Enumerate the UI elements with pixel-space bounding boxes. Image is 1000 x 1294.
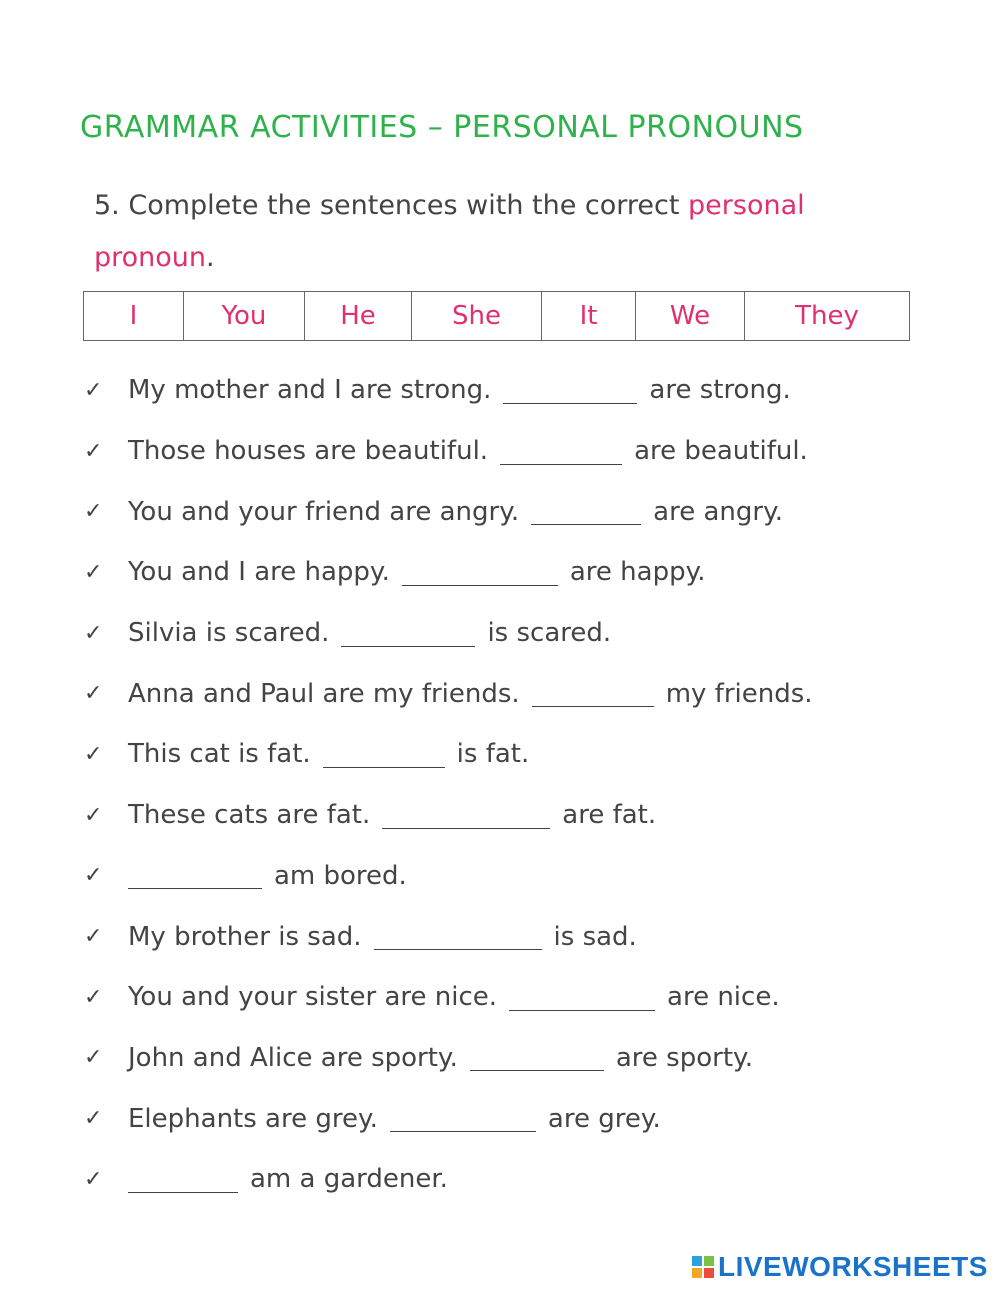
logo-square	[704, 1256, 714, 1266]
sentence-before: Those houses are beautiful.	[128, 436, 489, 467]
instruction-highlight-personal: personal	[688, 190, 805, 221]
check-icon: ✓	[84, 681, 103, 707]
liveworksheets-logo[interactable]	[692, 1252, 988, 1282]
sentence-before: You and I are happy.	[128, 557, 390, 588]
list-item	[84, 1088, 984, 1149]
list-item	[84, 846, 984, 907]
answer-blank[interactable]	[128, 862, 262, 889]
instruction-text	[94, 180, 894, 284]
sentence-after: are sporty.	[615, 1042, 753, 1073]
list-item	[84, 1149, 984, 1210]
check-icon: ✓	[84, 377, 103, 403]
answer-blank[interactable]	[503, 377, 637, 404]
list-item	[84, 906, 984, 967]
check-icon: ✓	[84, 1106, 103, 1132]
check-icon: ✓	[84, 1045, 103, 1071]
list-item	[84, 1028, 984, 1089]
list-item	[84, 481, 984, 542]
sentence-after: are happy.	[569, 557, 706, 588]
pronoun-table	[83, 291, 910, 341]
list-item	[84, 724, 984, 785]
check-icon: ✓	[84, 620, 103, 646]
sentence-before: This cat is fat.	[128, 739, 311, 770]
sentence-after: are angry.	[653, 496, 784, 527]
list-item	[84, 360, 984, 421]
logo-mark-icon	[692, 1256, 714, 1278]
logo-text: LIVEWORKSHEETS	[718, 1251, 988, 1282]
list-item	[84, 421, 984, 482]
check-icon: ✓	[84, 741, 103, 767]
sentence-before: You and your friend are angry.	[128, 496, 520, 527]
sentence-after: is fat.	[456, 739, 530, 770]
pronoun-cell: She	[412, 292, 542, 341]
sentence-after: are beautiful.	[634, 436, 808, 467]
sentence-before: You and your sister are nice.	[128, 982, 498, 1013]
check-icon: ✓	[84, 559, 103, 585]
check-icon: ✓	[84, 924, 103, 950]
answer-blank[interactable]	[323, 741, 445, 768]
worksheet-title: GRAMMAR ACTIVITIES – PERSONAL PRONOUNS	[80, 110, 804, 145]
sentence-after: are fat.	[562, 800, 657, 831]
pronoun-cell: You	[184, 292, 305, 341]
answer-blank[interactable]	[341, 620, 475, 647]
sentence-before: My mother and I are strong.	[128, 375, 492, 406]
answer-blank[interactable]	[390, 1105, 536, 1132]
answer-blank[interactable]	[374, 923, 542, 950]
sentence-after: are grey.	[547, 1103, 661, 1134]
sentence-after: are strong.	[649, 375, 791, 406]
sentence-after: is sad.	[553, 921, 637, 952]
sentence-before: Elephants are grey.	[128, 1103, 378, 1134]
answer-blank[interactable]	[531, 498, 641, 525]
sentence-before: Silvia is scared.	[128, 618, 330, 649]
check-icon: ✓	[84, 984, 103, 1010]
sentence-before: These cats are fat.	[128, 800, 371, 831]
answer-blank[interactable]	[382, 802, 550, 829]
instruction-prefix: 5. Complete the sentences with the correct	[94, 190, 689, 221]
check-icon: ✓	[84, 499, 103, 525]
sentence-list	[84, 360, 984, 1210]
answer-blank[interactable]	[532, 680, 654, 707]
sentence-before: My brother is sad.	[128, 921, 362, 952]
pronoun-cell: They	[745, 292, 910, 341]
instruction-highlight-pronoun: pronoun	[94, 242, 207, 273]
list-item	[84, 603, 984, 664]
logo-square	[704, 1268, 714, 1278]
answer-blank[interactable]	[470, 1044, 604, 1071]
check-icon: ✓	[84, 1166, 103, 1192]
answer-blank[interactable]	[402, 559, 558, 586]
sentence-before: John and Alice are sporty.	[128, 1042, 458, 1073]
answer-blank[interactable]	[500, 438, 622, 465]
sentence-after: am a gardener.	[250, 1164, 448, 1195]
answer-blank[interactable]	[128, 1166, 238, 1193]
list-item	[84, 967, 984, 1028]
logo-square	[692, 1256, 702, 1266]
sentence-after: my friends.	[665, 678, 813, 709]
logo-square	[692, 1268, 702, 1278]
instruction-suffix: .	[206, 242, 215, 273]
pronoun-row	[84, 292, 910, 341]
pronoun-cell: He	[305, 292, 412, 341]
pronoun-cell: I	[84, 292, 184, 341]
check-icon: ✓	[84, 438, 103, 464]
check-icon: ✓	[84, 863, 103, 889]
pronoun-cell: It	[542, 292, 636, 341]
answer-blank[interactable]	[509, 984, 655, 1011]
sentence-after: am bored.	[274, 860, 407, 891]
list-item	[84, 542, 984, 603]
list-item	[84, 663, 984, 724]
sentence-after: is scared.	[487, 618, 612, 649]
pronoun-cell: We	[636, 292, 745, 341]
list-item	[84, 785, 984, 846]
sentence-before: Anna and Paul are my friends.	[128, 678, 520, 709]
check-icon: ✓	[84, 802, 103, 828]
sentence-after: are nice.	[667, 982, 780, 1013]
